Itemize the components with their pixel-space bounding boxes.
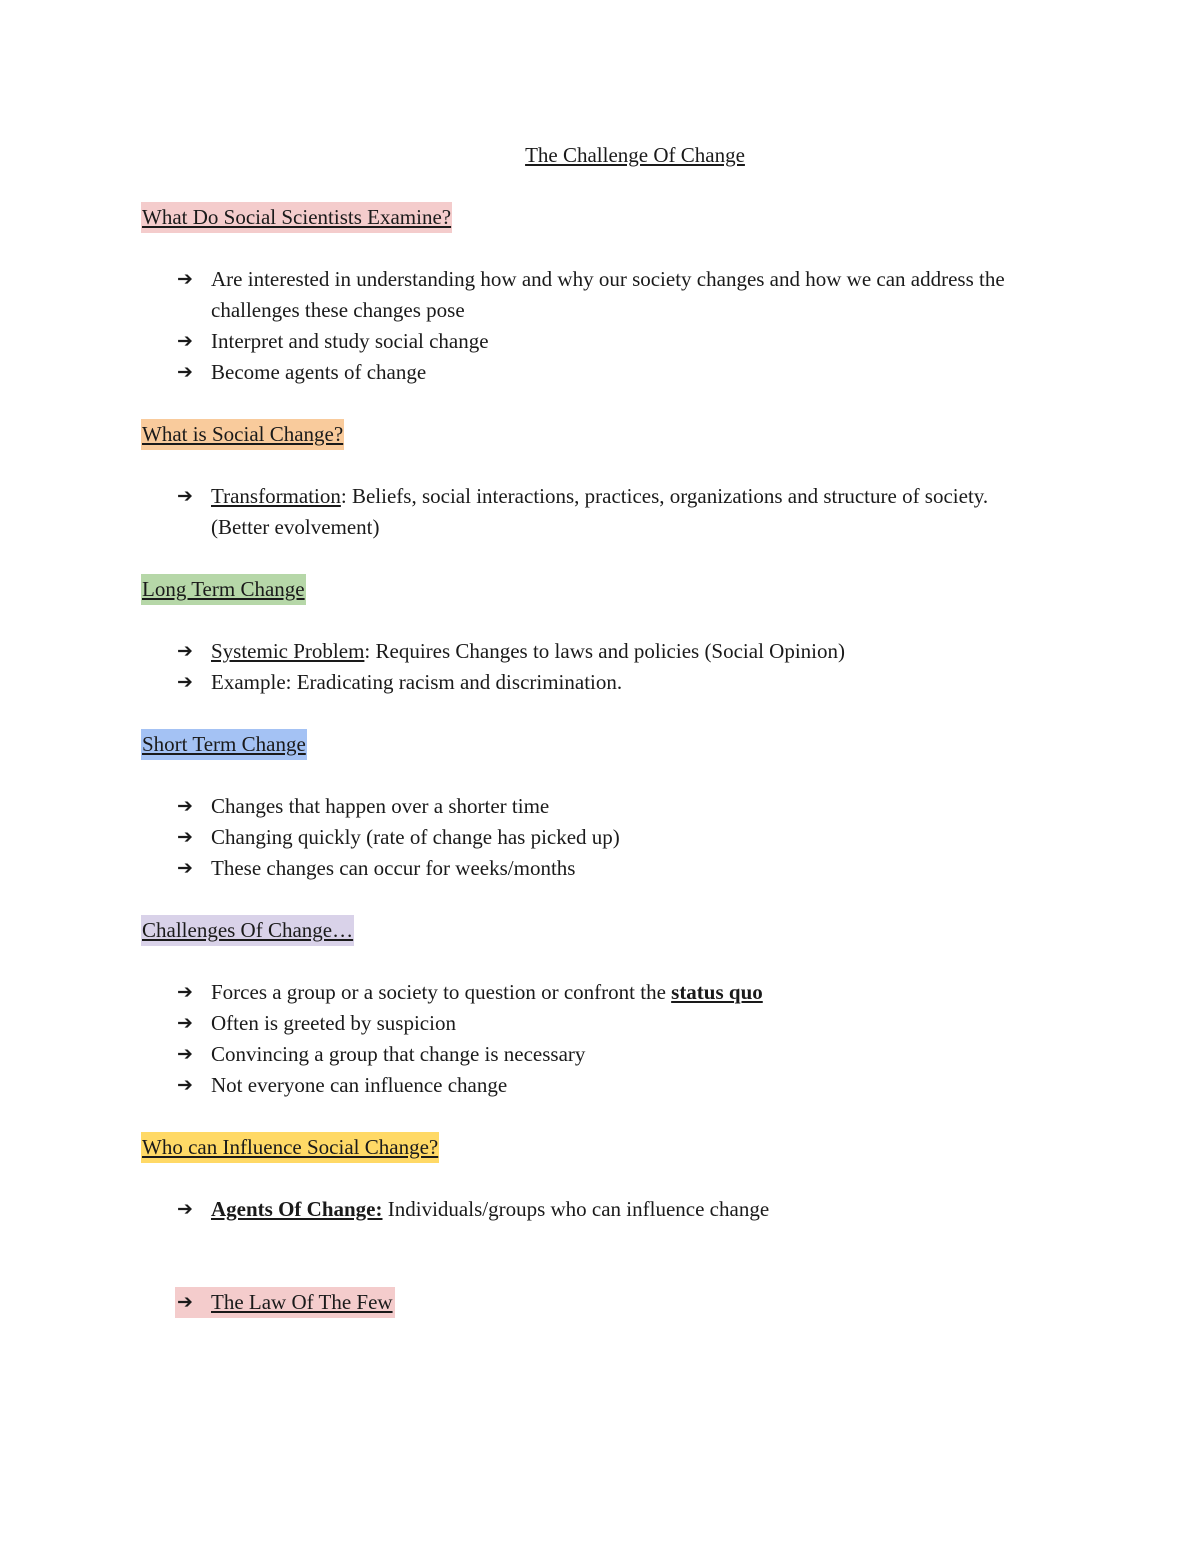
list-item-text: Example: Eradicating racism and discrimination. — [211, 670, 623, 694]
section-heading: Short Term Change — [141, 729, 307, 760]
list-item — [177, 667, 1021, 698]
list-item-text: Interpret and study social change — [211, 329, 489, 353]
list-item — [177, 1070, 1021, 1101]
arrow-right-icon: ➔ — [177, 857, 193, 879]
bullet-list — [141, 791, 1021, 884]
arrow-right-icon: ➔ — [177, 981, 193, 1003]
list-item — [177, 636, 1021, 667]
list-item-law-of-the-few — [177, 1287, 1021, 1318]
arrow-right-icon: ➔ — [177, 361, 193, 383]
document-page — [141, 140, 1021, 1318]
section-social-change — [141, 419, 1021, 543]
list-item — [177, 264, 1021, 326]
list-item-text: Changes that happen over a shorter time — [211, 794, 550, 818]
list-item — [177, 357, 1021, 388]
section-who-can-influence — [141, 1132, 1021, 1318]
bullet-list — [141, 264, 1021, 388]
list-item-text: : Beliefs, social interactions, practices, organizations and structure of society. (Better evolvement) — [211, 484, 989, 539]
list-item-text: Not everyone can influence change — [211, 1073, 508, 1097]
list-item-term: Agents Of Change: — [211, 1197, 383, 1221]
section-social-scientists — [141, 202, 1021, 388]
list-item-text: Convincing a group that change is necessary — [211, 1042, 586, 1066]
arrow-right-icon: ➔ — [177, 330, 193, 352]
section-short-term-change — [141, 729, 1021, 884]
list-item-term: Systemic Problem — [211, 639, 365, 663]
section-heading: What Do Social Scientists Examine? — [141, 202, 452, 233]
list-item-text: : Requires Changes to laws and policies (Social Opinion) — [364, 639, 846, 663]
list-item-text: These changes can occur for weeks/months — [211, 856, 576, 880]
section-heading: What is Social Change? — [141, 419, 344, 450]
section-heading: Who can Influence Social Change? — [141, 1132, 439, 1163]
list-item — [177, 853, 1021, 884]
arrow-right-icon: ➔ — [177, 485, 193, 507]
list-item — [177, 1039, 1021, 1070]
list-item — [177, 326, 1021, 357]
section-long-term-change — [141, 574, 1021, 698]
arrow-right-icon: ➔ — [175, 1287, 211, 1318]
list-item-emphasis: status quo — [671, 980, 763, 1004]
arrow-right-icon: ➔ — [177, 826, 193, 848]
list-item — [177, 1008, 1021, 1039]
document-title: The Challenge Of Change — [525, 143, 745, 167]
list-item-text: Are interested in understanding how and why our society changes and how we can address the challenges these changes pose — [211, 267, 1005, 322]
bullet-list — [141, 1194, 1021, 1318]
arrow-right-icon: ➔ — [177, 1012, 193, 1034]
arrow-right-icon: ➔ — [177, 640, 193, 662]
section-challenges-of-change — [141, 915, 1021, 1101]
list-item-text: The Law Of The Few — [211, 1287, 395, 1318]
arrow-right-icon: ➔ — [177, 1074, 193, 1096]
arrow-right-icon: ➔ — [177, 268, 193, 290]
arrow-right-icon: ➔ — [177, 1198, 193, 1220]
arrow-right-icon: ➔ — [177, 1043, 193, 1065]
list-item — [177, 977, 1021, 1008]
arrow-right-icon: ➔ — [177, 795, 193, 817]
list-item-text: Become agents of change — [211, 360, 427, 384]
list-item-text: Often is greeted by suspicion — [211, 1011, 456, 1035]
section-heading: Long Term Change — [141, 574, 306, 605]
bullet-list — [141, 636, 1021, 698]
list-item — [177, 822, 1021, 853]
list-item-term: Transformation — [211, 484, 341, 508]
list-item — [177, 481, 1021, 543]
list-item-text: Individuals/groups who can influence change — [382, 1197, 770, 1221]
list-item-text: Changing quickly (rate of change has picked up) — [211, 825, 620, 849]
list-item-text: Forces a group or a society to question or confront the — [211, 980, 672, 1004]
bullet-list — [141, 481, 1021, 543]
list-item — [177, 1194, 1021, 1225]
list-item — [177, 791, 1021, 822]
bullet-list — [141, 977, 1021, 1101]
arrow-right-icon: ➔ — [177, 671, 193, 693]
section-heading: Challenges Of Change… — [141, 915, 354, 946]
